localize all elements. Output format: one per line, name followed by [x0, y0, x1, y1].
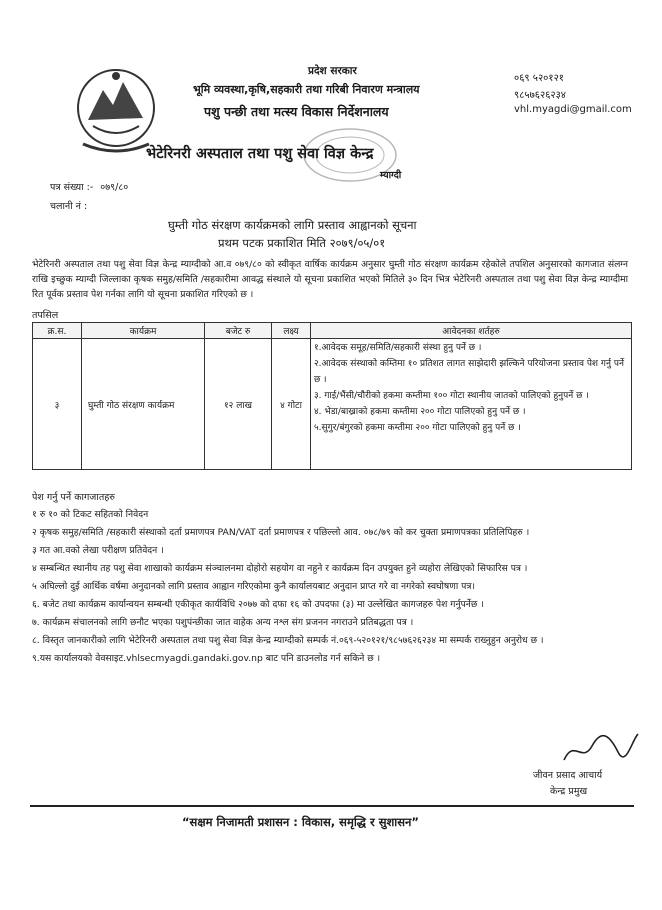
program-table — [32, 322, 632, 470]
row-target: ४ गोटा — [272, 339, 311, 470]
document-item: ४ सम्बन्धित स्थानीय तह पशु सेवा शाखाको कार्यक्रम संञ्चालनमा दोहोरो सहयोग वा नहुने र कार्यक्रम दिन उपयुक्त हुने व्यहोरा लेखिएको सिफारिस पत्र । — [32, 563, 528, 574]
document-item: ३ गत आ.वको लेखा परीक्षण प्रतिवेदन । — [32, 545, 164, 556]
phone-2: ९८५७६२६२३४ — [514, 90, 566, 101]
district-name: म्याग्दी — [380, 170, 402, 181]
table-header-conditions: आवेदनका शर्तहरु — [311, 323, 632, 339]
office-seal-stamp — [300, 125, 400, 185]
schedule-label: तपसिल — [32, 310, 59, 321]
row-sn: ३ — [33, 339, 82, 470]
letter-number-label: पत्र संख्या :- — [50, 182, 94, 193]
document-item: ८. विस्तृत जानकारीको लागि भेटेरिनरी अस्पताल तथा पशु सेवा विज्ञ केन्द्र म्याग्दीको सम्पर्क नं.०६९-५२०१२१/९८५७६२६२३४ मा सम्पर्क राख्नुहुन अनुरोध छ । — [32, 635, 544, 646]
condition-item: १.आवेदक समूह/समिति/सहकारी संस्था हुनु पर्ने छ । — [314, 343, 482, 353]
document-item: २ कृषक समुह/समिति /सहकारी संस्थाको दर्ता प्रमाणपत्र PAN/VAT दर्ता प्रमाणपत्र र पछिल्लो आव. ०७८/७९ को कर चुक्ता प्रमाणपत्रका प्रतिलिपिहरु । — [32, 527, 530, 538]
document-item: ५ अघिल्लो दुई आर्थिक वर्षमा अनुदानको लागि प्रस्ताव आह्वान गरिएकोमा कुनै कार्यालयबाट अनुदान प्राप्त गरे वा नगरेको स्वघोषणा पत्र। — [32, 581, 475, 592]
table-header-program: कार्यक्रम — [82, 323, 205, 339]
office-name: भेटेरिनरी अस्पताल तथा पशु सेवा विज्ञ केन्द्र — [146, 146, 374, 162]
notice-body: भेटेरिनरी अस्पताल तथा पशु सेवा विज्ञ केन्द्र म्याग्दीको आ.व ०७९/८० को स्वीकृत वार्षिक कार्यक्रम अनुसार घुम्ती गोठ संरक्षण कार्यक्रम रहेकोले तपशिल अनुसारको कागजात संलग्न राखि इच्छुक म्याग्दी जिल्लाका कृषक समुह/समिति /सहकारीमा आवद्ध संस्थाले यो सूचना प्रकाशित भएको मितिले ३० दिन भित्र भेटेरिनरी अस्पताल तथा पशु सेवा विज्ञ केन्द्र म्याग्दीमा रित पूर्वक प्रस्ताव पेश गर्नका लागि यो सूचना प्रकाशित गरिएको छ । — [32, 259, 628, 300]
document-item: ९.यस कार्यालयको वेवसाइट.vhlsecmyagdi.gandaki.gov.np बाट पनि डाउनलोड गर्न सकिने छ । — [32, 653, 381, 664]
signatory-name: जीवन प्रसाद आचार्य — [533, 770, 603, 781]
condition-item: ५.सुगुर/बंगुरको हकमा कम्तीमा २०० गोटा पालिएको हुनु पर्ने छ । — [314, 423, 521, 433]
footer-slogan: “सक्षम निजामती प्रशासन : विकास, समृद्धि र सुशासन” — [182, 815, 419, 829]
condition-item: ३. गाई/भैंसी/चौरीको हकमा कम्तीमा १०० गोटा स्थानीय जातको पालिएको हुनुपर्ने छ । — [314, 391, 589, 401]
row-conditions — [311, 339, 632, 470]
row-budget: १२ लाख — [205, 339, 272, 470]
table-header-budget: बजेट रु — [205, 323, 272, 339]
document-item: ७. कार्यक्रम संचालनको लागि छनौट भएका पशुपंन्छीका जात वाहेक अन्य नश्ल संग प्रजनन नगराउने प्रतिबद्धता पत्र । — [32, 617, 414, 628]
condition-item: २.आवेदक संस्थाको कम्तिमा १० प्रतिशत लागत साझेदारी झल्किने परियोजना प्रस्ताव पेश गर्नु पर्ने छ । — [314, 359, 624, 385]
condition-item: ४. भेडा/बाख्राको हकमा कम्तीमा २०० गोटा पालिएको हुनु पर्ने छ । — [314, 407, 526, 417]
table-row — [33, 339, 632, 470]
documents-list — [32, 508, 630, 670]
phone-1: ०६९ ५२०१२१ — [514, 73, 564, 84]
notice-publish-date: प्रथम पटक प्रकाशित मिति २०७९/०५/०१ — [218, 236, 386, 250]
directorate-name: पशु पन्छी तथा मत्स्य विकास निर्देशनालय — [204, 104, 389, 119]
ministry-name: भूमि व्यवस्था,कृषि,सहकारी तथा गरिबी निवारण मन्त्रालय — [193, 83, 420, 96]
dispatch-number-label: चलानी नं : — [50, 201, 88, 212]
signatory-position: केन्द्र प्रमुख — [550, 786, 588, 797]
table-header-sn: क्र.स. — [33, 323, 82, 339]
table-header-row — [33, 323, 632, 339]
province-government: प्रदेश सरकार — [308, 65, 357, 77]
signature-scribble — [560, 730, 640, 768]
row-program: घुम्ती गोठ संरक्षण कार्यक्रम — [82, 339, 205, 470]
letter-number-value: ०७९/८० — [100, 182, 129, 193]
footer-divider — [30, 805, 634, 807]
table-header-target: लक्ष्य — [272, 323, 311, 339]
notice-title: घुम्ती गोठ संरक्षण कार्यक्रमको लागि प्रस्ताव आह्वानको सूचना — [168, 218, 417, 232]
email-address: vhl.myagdi@gmail.com — [514, 104, 632, 115]
document-item: ६. बजेट तथा कार्यक्रम कार्यान्वयन सम्बन्धी एकीकृत कार्यविधि २०७७ को दफा १६ को उपदफा (३) मा उल्लेखित कागजहरु पेश गर्नुपर्नेछ । — [32, 599, 484, 610]
document-item: १ रु १० को टिकट सहितको निवेदन — [32, 509, 149, 520]
letter-number — [50, 180, 128, 193]
documents-heading: पेश गर्नु पर्ने कागजातहरु — [32, 492, 115, 503]
